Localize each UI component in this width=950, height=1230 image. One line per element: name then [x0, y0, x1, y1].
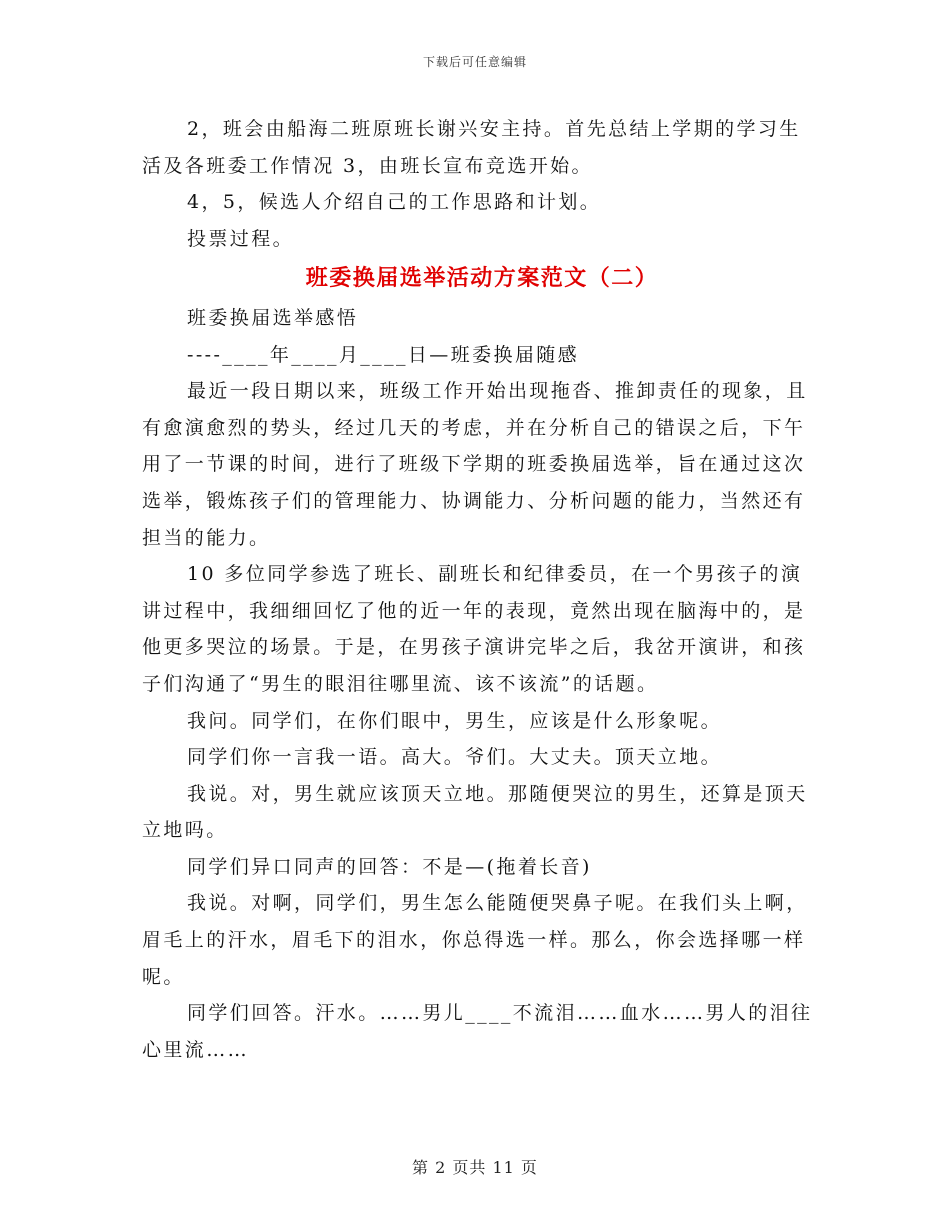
paragraph: 2，班会由船海二班原班长谢兴安主持。首先总结上学期的学习生活及各班委工作情况 3，由班长宣布竞选开始。	[142, 118, 801, 177]
paragraph: 同学们回答。汗水。……男儿____不流泪……血水……男人的泪往心里流……	[142, 1002, 813, 1061]
paragraph: 10 多位同学参选了班长、副班长和纪律委员，在一个男孩子的演讲过程中，我细细回忆了他的近一年的表现，竟然出现在脑海中的，是他更多哭泣的场景。于是，在男孩子演讲完毕之后，我岔开演讲，和孩子们沟通了“男生的眼泪往哪里流、该不该流”的话题。	[142, 563, 806, 695]
paragraph: 最近一段日期以来，班级工作开始出现拖沓、推卸责任的现象，且有愈演愈烈的势头，经过几天的考虑，并在分析自己的错误之后，下午用了一节课的时间，进行了班级下学期的班委换届选举，旨在通过这次选举，锻炼孩子们的管理能力、协调能力、分析问题的能力，当然还有担当的能力。	[142, 380, 808, 549]
document-body	[142, 111, 822, 1068]
paragraph: 我说。对，男生就应该顶天立地。那随便哭泣的男生，还算是顶天立地吗。	[142, 782, 808, 842]
paragraph: 4，5，候选人介绍自己的工作思路和计划。	[187, 191, 602, 214]
paragraph: 班委换届选举感悟	[187, 306, 359, 329]
paragraph: ----____年____月____日—班委换届随感	[187, 343, 580, 366]
page-footer: 第 2 页共 11 页	[412, 1158, 538, 1177]
section-title: 班委换届选举活动方案范文（二）	[305, 265, 659, 292]
paragraph: 同学们你一言我一语。高大。爷们。大丈夫。顶天立地。	[187, 746, 723, 769]
paragraph: 我说。对啊，同学们，男生怎么能随便哭鼻子呢。在我们头上啊，眉毛上的汗水，眉毛下的泪水，你总得选一样。那么，你会选择哪一样呢。	[142, 892, 808, 988]
paragraph: 我问。同学们，在你们眼中，男生，应该是什么形象呢。	[187, 709, 723, 732]
paragraph: 投票过程。	[187, 227, 295, 250]
paragraph: 同学们异口同声的回答：不是—(拖着长音)	[187, 855, 592, 878]
page-header: 下载后可任意编辑	[422, 55, 527, 69]
